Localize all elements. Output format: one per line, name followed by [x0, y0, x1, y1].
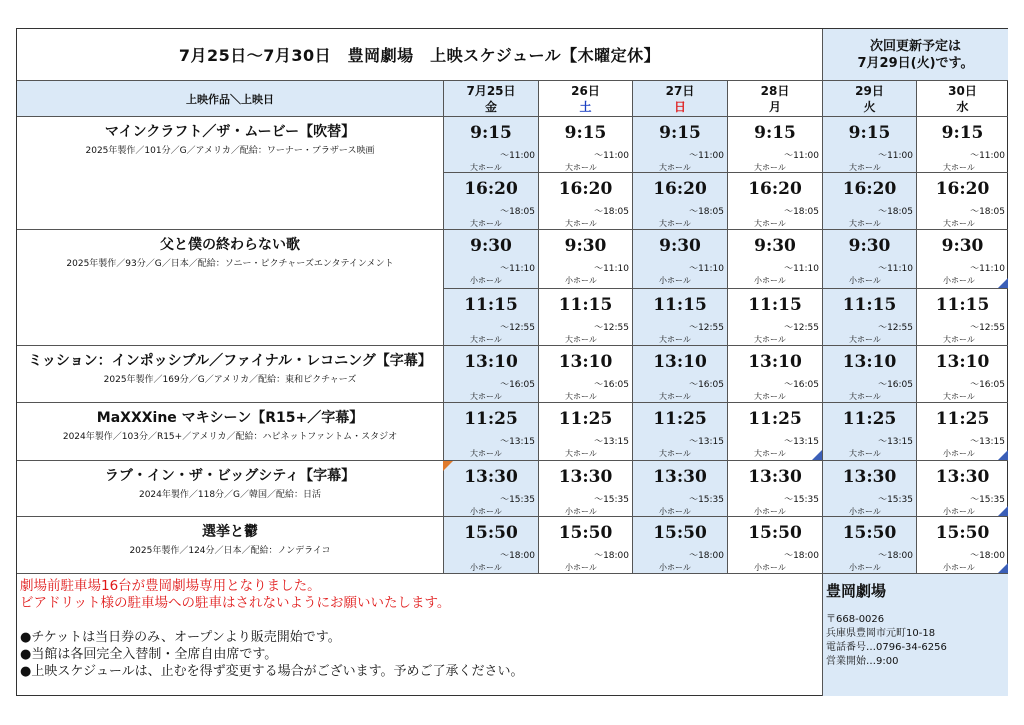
- end-time: ～13:15: [500, 437, 535, 447]
- showing-cell: [916, 116, 1008, 172]
- day-weekday: 月: [768, 100, 781, 114]
- start-time: 15:50: [653, 523, 707, 543]
- end-time: ～18:05: [878, 207, 913, 217]
- end-time: ～15:35: [594, 495, 629, 505]
- showing-cell: [538, 460, 632, 516]
- day-weekday: 水: [956, 100, 969, 114]
- day-header-3: [727, 80, 822, 116]
- movie-info-0: [17, 116, 443, 229]
- showing-cell: [916, 516, 1008, 573]
- end-time: ～18:05: [689, 207, 724, 217]
- movie-title: 選挙と鬱: [202, 524, 258, 540]
- start-time: 9:15: [848, 123, 891, 143]
- day-date: 27日: [665, 84, 695, 98]
- movie-details: 2025年製作／93分／G／日本／配給：ソニー・ピクチャーズエンタテインメント: [66, 259, 394, 269]
- hall-name: 小ホール: [565, 276, 597, 285]
- update-notice-line-1: 次回更新予定は: [869, 38, 961, 54]
- end-time: ～18:00: [500, 551, 535, 561]
- showing-cell: [916, 345, 1008, 402]
- hall-name: 大ホール: [849, 449, 881, 458]
- hall-name: 大ホール: [565, 219, 597, 228]
- showing-cell: [727, 460, 822, 516]
- day-date: 26日: [571, 84, 600, 98]
- showing-cell: [916, 288, 1008, 345]
- movie-info-4: [17, 460, 443, 516]
- movie-details: 2025年製作／124分／日本／配給：ノンデライコ: [129, 546, 331, 556]
- showing-cell: [443, 345, 538, 402]
- showing-cell: [822, 345, 916, 402]
- showing-cell: [727, 172, 822, 229]
- movie-info-3: [17, 402, 443, 460]
- end-time: ～18:05: [500, 207, 535, 217]
- end-time: ～18:00: [970, 551, 1005, 561]
- end-time: ～16:05: [594, 380, 629, 390]
- day-weekday: 日: [673, 100, 686, 114]
- start-time: 11:25: [558, 409, 613, 429]
- hall-name: 大ホール: [659, 392, 691, 401]
- end-time: ～13:15: [689, 437, 724, 447]
- showing-cell: [443, 516, 538, 573]
- end-time: ～15:35: [689, 495, 724, 505]
- hall-name: 大ホール: [659, 449, 691, 458]
- start-time: 13:30: [653, 467, 707, 487]
- theater-hours: 営業開始…9:00: [826, 656, 899, 667]
- day-header-1: [538, 80, 632, 116]
- start-time: 16:20: [842, 179, 897, 199]
- theater-address: 兵庫県豊岡市元町10-18: [826, 628, 936, 639]
- day-weekday: 金: [484, 100, 497, 114]
- start-time: 9:15: [941, 123, 984, 143]
- end-time: ～11:10: [784, 264, 819, 274]
- showing-cell: [822, 402, 916, 460]
- showing-cell: [443, 229, 538, 288]
- hall-name: 大ホール: [470, 392, 502, 401]
- showing-cell: [538, 229, 632, 288]
- corner-mark: [998, 506, 1008, 516]
- start-time: 11:15: [935, 295, 990, 315]
- end-time: ～12:55: [970, 323, 1005, 333]
- showing-cell: [538, 172, 632, 229]
- corner-mark: [998, 450, 1008, 460]
- end-time: ～16:05: [784, 380, 819, 390]
- end-time: ～11:00: [689, 151, 724, 161]
- end-time: ～16:05: [970, 380, 1005, 390]
- showing-cell: [632, 402, 727, 460]
- showing-cell: [727, 516, 822, 573]
- start-time: 9:15: [564, 123, 607, 143]
- start-time: 13:10: [558, 352, 613, 372]
- end-time: ～11:10: [594, 264, 629, 274]
- showing-cell: [916, 402, 1008, 460]
- showing-cell: [822, 172, 916, 229]
- start-time: 11:15: [748, 295, 802, 315]
- end-time: ～11:10: [689, 264, 724, 274]
- update-notice-line-2: 7月29日(火)です。: [857, 55, 974, 71]
- parking-notice-1: 劇場前駐車場16台が豊岡劇場専用となりました。: [20, 578, 321, 594]
- start-time: 11:15: [558, 295, 613, 315]
- corner-mark: [998, 563, 1008, 573]
- day-weekday: 土: [579, 100, 592, 114]
- end-time: ～18:00: [689, 551, 724, 561]
- theater-phone: 電話番号…0796-34-6256: [826, 642, 947, 653]
- hall-name: 小ホール: [470, 507, 502, 516]
- showing-cell: [632, 516, 727, 573]
- hall-name: 小ホール: [754, 507, 786, 516]
- theater-name: 豊岡劇場: [826, 582, 887, 600]
- start-time: 11:25: [464, 409, 518, 429]
- day-header-0: [443, 80, 538, 116]
- start-time: 13:30: [558, 467, 613, 487]
- hall-name: 小ホール: [849, 507, 881, 516]
- movie-info-2: [17, 345, 443, 402]
- day-date: 28日: [760, 84, 790, 98]
- hall-name: 大ホール: [565, 449, 597, 458]
- end-time: ～11:10: [500, 264, 535, 274]
- end-time: ～18:00: [784, 551, 819, 561]
- end-time: ～13:15: [784, 437, 819, 447]
- showing-cell: [443, 172, 538, 229]
- orange-corner-mark: [443, 461, 453, 471]
- hall-name: 大ホール: [849, 392, 881, 401]
- showing-cell: [822, 288, 916, 345]
- movie-title: ラブ・イン・ザ・ビッグシティ【字幕】: [104, 468, 356, 484]
- hall-name: 小ホール: [659, 563, 691, 572]
- hall-name: 大ホール: [943, 335, 975, 344]
- hall-name: 大ホール: [659, 335, 691, 344]
- start-time: 9:15: [659, 123, 701, 143]
- showing-cell: [632, 460, 727, 516]
- ticket-note: ●チケットは当日券のみ、オープンより販売開始です。: [20, 630, 341, 645]
- end-time: ～18:05: [784, 207, 819, 217]
- end-time: ～12:55: [594, 323, 629, 333]
- end-time: ～18:00: [878, 551, 913, 561]
- end-time: ～12:55: [784, 323, 819, 333]
- start-time: 16:20: [653, 179, 707, 199]
- start-time: 11:15: [464, 295, 518, 315]
- hall-name: 大ホール: [754, 219, 786, 228]
- start-time: 13:10: [748, 352, 802, 372]
- hall-name: 小ホール: [849, 563, 881, 572]
- end-time: ～11:10: [970, 264, 1005, 274]
- start-time: 15:50: [558, 523, 613, 543]
- movie-info-5: [17, 516, 443, 573]
- showing-cell: [443, 116, 538, 172]
- start-time: 11:25: [935, 409, 990, 429]
- end-time: ～15:35: [500, 495, 535, 505]
- showing-cell: [727, 116, 822, 172]
- showing-cell: [443, 402, 538, 460]
- showing-cell: [632, 116, 727, 172]
- end-time: ～11:00: [878, 151, 913, 161]
- day-date: 30日: [948, 84, 977, 98]
- start-time: 15:50: [935, 523, 990, 543]
- corner-mark: [998, 278, 1008, 288]
- showing-cell: [916, 460, 1008, 516]
- day-weekday: 火: [863, 100, 876, 114]
- showing-cell: [632, 288, 727, 345]
- day-header-4: [822, 80, 916, 116]
- start-time: 11:25: [653, 409, 707, 429]
- day-header-5: [916, 80, 1008, 116]
- hall-name: 大ホール: [849, 163, 881, 172]
- showing-cell: [538, 516, 632, 573]
- movie-details: 2025年製作／101分／G／アメリカ／配給：ワーナー・ブラザース映画: [85, 146, 375, 156]
- movie-title: 父と僕の終わらない歌: [160, 237, 300, 253]
- hall-name: 大ホール: [470, 219, 502, 228]
- movie-title: ミッション：インポッシブル／ファイナル・レコニング【字幕】: [28, 353, 432, 369]
- showing-cell: [538, 345, 632, 402]
- theater-info: [822, 573, 1008, 696]
- movie-details: 2025年製作／169分／G／アメリカ／配給：東和ピクチャーズ: [103, 375, 357, 385]
- hall-name: 小ホール: [470, 563, 502, 572]
- hall-name: 大ホール: [659, 219, 691, 228]
- hall-name: 大ホール: [565, 335, 597, 344]
- start-time: 13:30: [842, 467, 897, 487]
- showing-cell: [822, 460, 916, 516]
- movie-info-1: [17, 229, 443, 345]
- start-time: 9:30: [659, 236, 701, 256]
- hall-name: 大ホール: [565, 392, 597, 401]
- hall-name: 大ホール: [659, 163, 691, 172]
- parking-notice-2: ビアドリット様の駐車場への駐車はされないようにお願いいたします。: [20, 595, 451, 611]
- schedule-change-note: ●上映スケジュールは、止むを得ず変更する場合がございます。予めご了承ください。: [20, 664, 524, 679]
- start-time: 16:20: [558, 179, 613, 199]
- showing-cell: [538, 116, 632, 172]
- hall-name: 小ホール: [470, 276, 502, 285]
- showing-cell: [632, 172, 727, 229]
- start-time: 9:30: [564, 236, 607, 256]
- showing-cell: [538, 402, 632, 460]
- theater-postal: 〒668-0026: [826, 614, 885, 625]
- footer-notes: [17, 573, 822, 697]
- day-date: 29日: [855, 84, 884, 98]
- start-time: 16:20: [935, 179, 990, 199]
- showing-cell: [727, 229, 822, 288]
- start-time: 9:30: [941, 236, 984, 256]
- start-time: 9:15: [754, 123, 796, 143]
- start-time: 11:15: [653, 295, 707, 315]
- end-time: ～12:55: [500, 323, 535, 333]
- end-time: ～15:35: [784, 495, 819, 505]
- seating-note: ●当館は各回完全入替制・全席自由席です。: [20, 647, 278, 662]
- showing-cell: [822, 229, 916, 288]
- end-time: ～18:00: [594, 551, 629, 561]
- hall-name: 大ホール: [849, 219, 881, 228]
- start-time: 11:25: [842, 409, 897, 429]
- end-time: ～13:15: [970, 437, 1005, 447]
- start-time: 15:50: [842, 523, 897, 543]
- hall-name: 大ホール: [849, 335, 881, 344]
- end-time: ～11:10: [878, 264, 913, 274]
- showing-cell: [727, 345, 822, 402]
- start-time: 9:30: [848, 236, 891, 256]
- end-time: ～11:00: [500, 151, 535, 161]
- end-time: ～15:35: [970, 495, 1005, 505]
- start-time: 11:15: [842, 295, 897, 315]
- start-time: 13:30: [748, 467, 802, 487]
- end-time: ～16:05: [878, 380, 913, 390]
- hall-name: 大ホール: [470, 335, 502, 344]
- showing-cell: [632, 345, 727, 402]
- end-time: ～13:15: [594, 437, 629, 447]
- start-time: 15:50: [464, 523, 518, 543]
- start-time: 13:10: [464, 352, 518, 372]
- hall-name: 小ホール: [659, 276, 691, 285]
- start-time: 13:10: [653, 352, 707, 372]
- update-notice: [822, 29, 1008, 80]
- showing-cell: [632, 229, 727, 288]
- end-time: ～11:00: [594, 151, 629, 161]
- end-time: ～11:00: [970, 151, 1005, 161]
- start-time: 9:30: [470, 236, 512, 256]
- start-time: 11:25: [748, 409, 802, 429]
- hall-name: 小ホール: [565, 507, 597, 516]
- corner-header: 上映作品＼上映日: [17, 80, 443, 116]
- hall-name: 小ホール: [943, 276, 975, 285]
- end-time: ～11:00: [784, 151, 819, 161]
- hall-name: 大ホール: [754, 392, 786, 401]
- hall-name: 大ホール: [754, 163, 786, 172]
- day-header-2: [632, 80, 727, 116]
- end-time: ～18:05: [970, 207, 1005, 217]
- showing-cell: [916, 172, 1008, 229]
- hall-name: 大ホール: [943, 392, 975, 401]
- showing-cell: [538, 288, 632, 345]
- hall-name: 大ホール: [754, 335, 786, 344]
- end-time: ～13:15: [878, 437, 913, 447]
- showing-cell: [822, 516, 916, 573]
- showing-cell: [443, 288, 538, 345]
- showing-cell: [443, 460, 538, 516]
- corner-mark: [812, 450, 822, 460]
- end-time: ～16:05: [500, 380, 535, 390]
- hall-name: 小ホール: [754, 276, 786, 285]
- movie-details: 2024年製作／118分／G／韓国／配給：日活: [138, 490, 322, 500]
- end-time: ～18:05: [594, 207, 629, 217]
- page-title: 7月25日～7月30日 豊岡劇場 上映スケジュール【木曜定休】: [178, 46, 661, 65]
- hall-name: 大ホール: [943, 163, 975, 172]
- movie-title: MaXXXine マキシーン【R15+／字幕】: [96, 410, 364, 426]
- showing-cell: [916, 229, 1008, 288]
- end-time: ～12:55: [878, 323, 913, 333]
- start-time: 13:30: [464, 467, 518, 487]
- movie-details: 2024年製作／103分／R15+／アメリカ／配給：ハピネットファントム・スタジオ: [62, 432, 398, 442]
- hall-name: 大ホール: [470, 449, 502, 458]
- hall-name: 大ホール: [565, 163, 597, 172]
- start-time: 9:15: [470, 123, 512, 143]
- hall-name: 小ホール: [659, 507, 691, 516]
- hall-name: 小ホール: [849, 276, 881, 285]
- start-time: 13:30: [935, 467, 990, 487]
- hall-name: 小ホール: [565, 563, 597, 572]
- start-time: 16:20: [464, 179, 518, 199]
- start-time: 15:50: [748, 523, 802, 543]
- end-time: ～15:35: [878, 495, 913, 505]
- end-time: ～12:55: [689, 323, 724, 333]
- showing-cell: [822, 116, 916, 172]
- hall-name: 大ホール: [470, 163, 502, 172]
- hall-name: 小ホール: [943, 563, 975, 572]
- hall-name: 大ホール: [754, 449, 786, 458]
- day-date: 7月25日: [466, 84, 516, 98]
- start-time: 16:20: [748, 179, 802, 199]
- start-time: 13:10: [935, 352, 990, 372]
- movie-title: マインクラフト／ザ・ムービー【吹替】: [104, 124, 356, 140]
- hall-name: 小ホール: [754, 563, 786, 572]
- showing-cell: [727, 402, 822, 460]
- hall-name: 大ホール: [943, 219, 975, 228]
- hall-name: 小ホール: [943, 507, 975, 516]
- schedule-sheet: [16, 28, 1008, 696]
- showing-cell: [727, 288, 822, 345]
- start-time: 9:30: [754, 236, 796, 256]
- end-time: ～16:05: [689, 380, 724, 390]
- start-time: 13:10: [842, 352, 897, 372]
- hall-name: 小ホール: [943, 449, 975, 458]
